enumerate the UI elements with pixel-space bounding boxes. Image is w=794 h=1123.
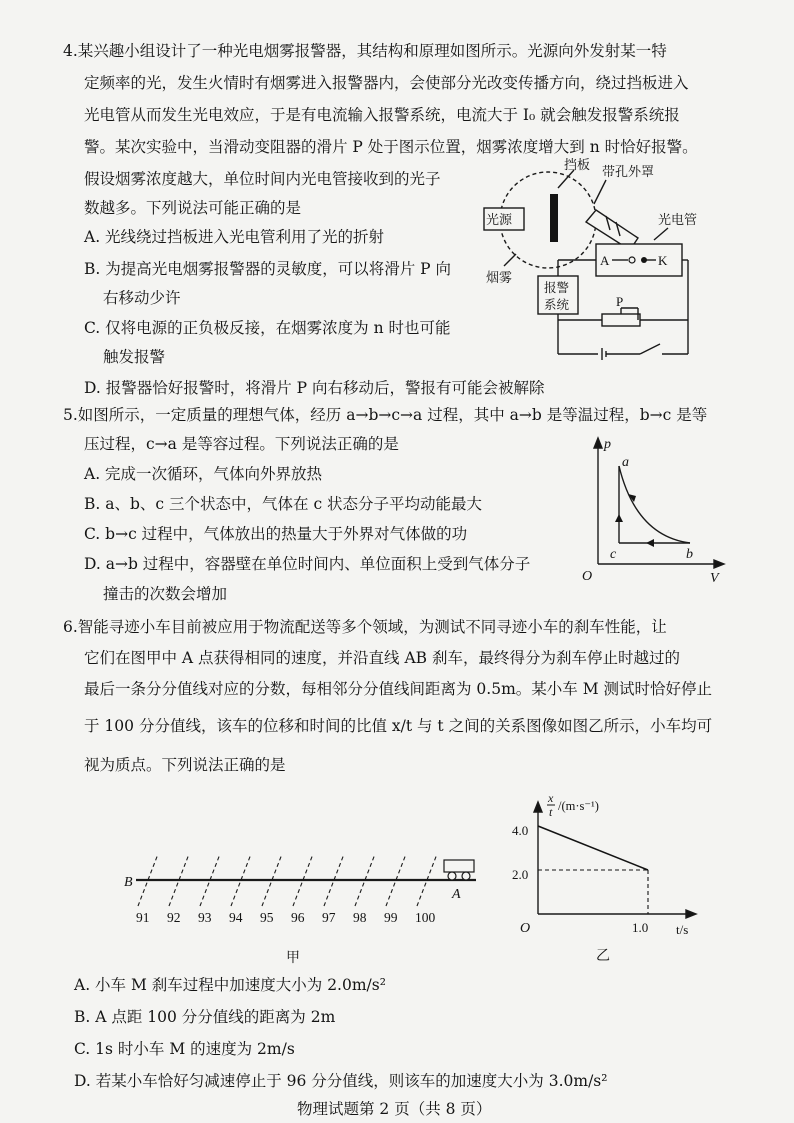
q6-line-1: 6.智能寻迹小车目前被应用于物流配送等多个领域，为测试不同寻迹小车的刹车性能，让 [63, 618, 667, 636]
track-diagram [100, 836, 490, 966]
p-axis-label: p [604, 437, 611, 452]
q6-option-c: C. 1s 时小车 M 的速度为 2m/s [74, 1040, 295, 1058]
arrow-bc [646, 539, 654, 547]
score-label-94: 94 [229, 910, 243, 925]
q4-line-1: 4.某兴趣小组设计了一种光电烟雾报警器，其结构和原理如图所示。光源向外发射某一特 [63, 42, 667, 60]
q4-line-3: 光电管从而发生光电效应，于是有电流输入报警系统，电流大于 I₀ 就会触发报警系统报 [84, 106, 680, 124]
score-label-96: 96 [291, 910, 305, 925]
car-wheel-right [462, 872, 470, 880]
q5-option-a: A. 完成一次循环，气体向外界放热 [84, 465, 323, 483]
cover-label: 带孔外罩 [602, 165, 655, 180]
smoke-pointer [504, 254, 516, 266]
point-b-label: B [124, 875, 133, 890]
q6-line-3: 最后一条分分值线对应的分数，每相邻分分值线间距离为 0.5m。某小车 M 测试时恰好停止 [84, 680, 713, 698]
q5-option-b: B. a、b、c 三个状态中，气体在 c 状态分子平均动能最大 [84, 495, 483, 513]
score-label-95: 95 [260, 910, 274, 925]
page-footer: 物理试题第 2 页（共 8 页） [297, 1100, 492, 1118]
q6-option-a: A. 小车 M 刹车过程中加速度大小为 2.0m/s² [74, 976, 386, 994]
pv-diagram [574, 432, 730, 588]
smoke-label: 烟雾 [486, 271, 513, 286]
score-label-91: 91 [136, 910, 150, 925]
state-b-label: b [686, 547, 693, 562]
q6-line-4: 于 100 分分值线，该车的位移和时间的比值 x/t 与 t 之间的关系图像如图乙所示，小车均可 [84, 717, 713, 735]
q4-option-b-cont: 右移动少许 [103, 289, 181, 307]
xt-t-graph [508, 790, 708, 970]
state-a-label: a [622, 455, 629, 470]
ylabel-unit: /(m·s⁻¹) [558, 799, 599, 813]
phototube-label: 光电管 [658, 213, 698, 228]
score-label-93: 93 [198, 910, 212, 925]
smoke-alarm-diagram [478, 158, 708, 364]
cover-pointer [594, 180, 606, 204]
anode-label: A [600, 253, 610, 268]
q6-line-5: 视为质点。下列说法正确的是 [84, 756, 286, 774]
score-label-92: 92 [167, 910, 181, 925]
slider-label: P [616, 294, 624, 309]
q4-line-4: 警。某次实验中，当滑动变阻器的滑片 P 处于图示位置，烟雾浓度增大到 n 时恰好报警。 [84, 138, 698, 156]
v-axis-label: V [710, 571, 719, 586]
origin-label: O [582, 569, 593, 584]
arrow-ca [615, 514, 623, 522]
q6-option-d: D. 若某小车恰好匀减速停止于 96 分分值线，则该车的加速度大小为 3.0m/s² [74, 1072, 608, 1090]
isotherm-ab [619, 466, 690, 543]
q4-option-b: B. 为提高光电烟雾报警器的灵敏度，可以将滑片 P 向 [84, 260, 452, 278]
alarm-label-line2: 系统 [544, 297, 570, 312]
q5-option-d-cont: 撞击的次数会增加 [103, 585, 228, 603]
ylabel-denominator: t [549, 805, 553, 819]
car-wheel-left [448, 872, 456, 880]
xlabel: t/s [676, 922, 689, 937]
phototube-pointer [654, 228, 668, 240]
q4-line-6: 数越多。下列说法可能正确的是 [84, 199, 302, 217]
q4-option-a: A. 光线绕过挡板进入光电管利用了光的折射 [84, 228, 385, 246]
graph-origin-label: O [520, 921, 531, 936]
plot-area [538, 826, 648, 914]
q5-line-1: 5.如图所示，一定质量的理想气体，经历 a→b→c→a 过程，其中 a→b 是等温过程，b→c 是等 [63, 406, 708, 424]
point-a-label: A [452, 887, 461, 902]
score-labels [136, 910, 436, 925]
q4-option-c-cont: 触发报警 [103, 348, 166, 366]
score-label-98: 98 [353, 910, 367, 925]
state-c-label: c [610, 547, 617, 562]
tick-2-0: 2.0 [512, 867, 529, 882]
data-line [538, 826, 648, 870]
q4-option-d: D. 报警器恰好报警时，将滑片 P 向右移动后，警报有可能会被解除 [84, 379, 545, 397]
q6-line-2: 它们在图甲中 A 点获得相同的速度，并沿直线 AB 刹车，最终得分为刹车停止时越过的 [84, 649, 680, 667]
score-label-99: 99 [384, 910, 398, 925]
figure-jia-caption: 甲 [286, 950, 300, 966]
q5-option-c: C. b→c 过程中，气体放出的热量大于外界对气体做的功 [84, 525, 468, 543]
q4-line-5: 假设烟雾浓度越大，单位时间内光电管接收到的光子 [84, 170, 441, 188]
car-body [444, 860, 474, 872]
score-label-100: 100 [415, 910, 436, 925]
rheostat [602, 314, 640, 326]
q5-line-2: 压过程，c→a 是等容过程。下列说法正确的是 [84, 435, 399, 453]
cathode-label: K [658, 253, 668, 268]
q4-option-c: C. 仅将电源的正负极反接，在烟雾浓度为 n 时也可能 [84, 319, 451, 337]
ylabel-numerator: x [548, 791, 554, 805]
score-label-97: 97 [322, 910, 336, 925]
q6-option-b: B. A 点距 100 分分值线的距离为 2m [74, 1008, 336, 1026]
switch [640, 344, 660, 354]
tick-4-0: 4.0 [512, 823, 529, 838]
light-source-label: 光源 [486, 213, 513, 228]
alarm-label-line1: 报警 [544, 280, 570, 295]
tick-1-0: 1.0 [632, 920, 649, 935]
figure-yi-caption: 乙 [596, 948, 610, 964]
baffle [550, 194, 558, 242]
q4-line-2: 定频率的光，发生火情时有烟雾进入报警器内，会使部分光改变传播方向，绕过挡板进入 [84, 74, 689, 92]
q5-option-d: D. a→b 过程中，容器壁在单位时间内、单位面积上受到气体分子 [84, 555, 531, 573]
baffle-label: 挡板 [564, 158, 591, 173]
